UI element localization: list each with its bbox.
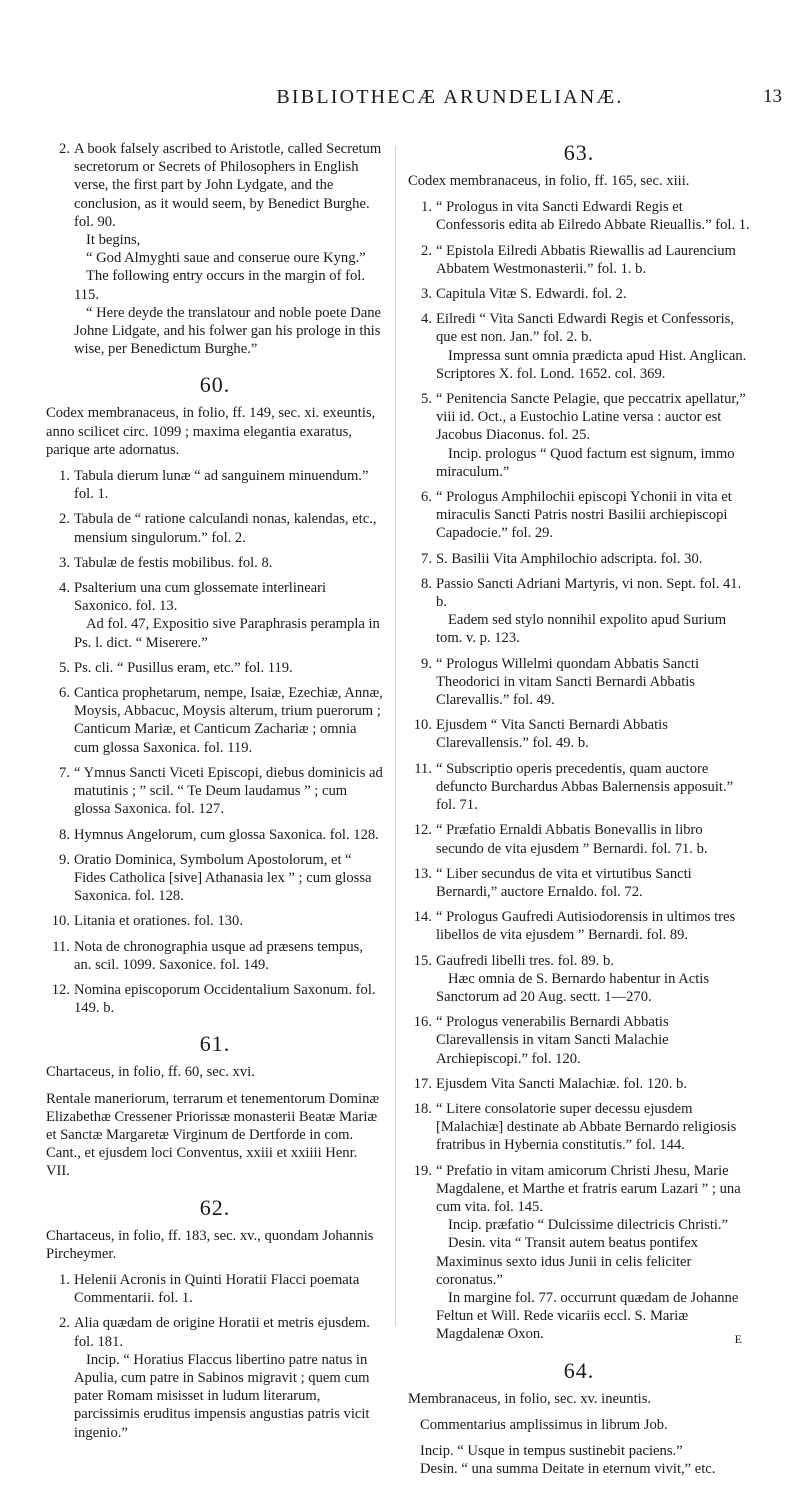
running-header [118,86,782,112]
codex-number: 64. [563,1357,595,1383]
codex-number: 61. [199,1031,231,1057]
running-title: BIBLIOTHECÆ ARUNDELIANÆ. [276,86,624,108]
item-number: 6. [59,685,70,702]
item-number: 11. [52,938,70,955]
list-item [46,554,384,572]
item-text: Nota de chronographia usque ad præsens tempus, an. scil. 1099. Saxonice. fol. 149. [74,938,363,973]
item-number: 1. [421,199,432,216]
item-number: 2. [59,1315,70,1332]
left-column [46,140,384,1449]
item-text: Capitula Vitæ S. Edwardi. fol. 2. [436,286,627,303]
item-number: 16. [413,1014,432,1031]
item-note: In margine fol. 77. occurrunt quædam de Johanne Feltun et Will. Rede vicariis eccl. S. Mariæ Magdalenæ Oxon. [436,1289,739,1343]
item-text: Gaufredi libelli tres. fol. 89. b. [436,952,614,969]
item-text: Litania et orationes. fol. 130. [74,913,243,930]
item-text: “ Prologus venerabilis Bernardi Abbatis Clarevallensis in vitam Sancti Malachie Archiepiscopi.” fol. 120. [436,1014,669,1067]
codex-60-items [46,467,384,1017]
item-note: Incip. “ Horatius Flaccus libertino patre natus in Apulia, cum patre in Sabinos migravit ; quem cum pater Romam misisset in ludum literarum, parcissimis eruditus impensis angustias patris vicit ingenio.” [74,1351,370,1441]
entry-quote: “ Here deyde the translatour and noble poete Dane Johne Lidgate, and his folwer gan his prologe in this wise, per Benedictum Burghe.” [74,304,381,358]
codex-description: Chartaceus, in folio, ff. 60, sec. xvi. [46,1064,255,1081]
item-text: Tabula de “ ratione calculandi nonas, kalendas, etc., mensium singulorum.” fol. 2. [74,511,377,546]
item-number: 2. [59,511,70,528]
item-note: Desin. vita “ Transit autem beatus pontifex Maximinus sexto idus Junii in celis feliciter coronatus.” [436,1235,699,1288]
list-item [408,310,750,383]
list-item [46,912,384,930]
column-divider [395,146,396,1326]
item-note: Ad fol. 47, Expositio sive Paraphrasis perampla in Ps. l. dict. “ Miserere.” [74,616,380,651]
item-number: 9. [59,851,70,868]
list-item [46,1314,384,1441]
signature-mark: E [734,1332,742,1346]
codex-number: 62. [199,1194,231,1220]
item-text: “ Prologus Willelmi quondam Abbatis Sancti Theodorici in vitam Sancti Bernardi Abbatis Clarevallis.” fol. 49. [436,655,700,709]
list-item [408,1013,750,1068]
list-item [408,488,750,543]
item-text: Tabulæ de festis mobilibus. fol. 8. [74,554,273,571]
list-item [46,764,384,819]
item-number: 8. [59,826,70,843]
list-item [408,575,750,648]
list-item [46,826,384,844]
list-item [46,1271,384,1307]
item-number: 5. [59,659,70,676]
item-text: Alia quædam de origine Horatii et metris ejusdem. fol. 181. [74,1315,370,1350]
item-number: 15. [413,952,432,969]
item-text: “ Præfatio Ernaldi Abbatis Bonevallis in libro secundo de vita ejusdem ” Bernardi. fol. 71. b. [436,822,708,857]
item-number: 6. [421,489,432,506]
item-number: 7. [421,550,432,567]
item-number: 10. [413,717,432,734]
item-text: Oratio Dominica, Symbolum Apostolorum, et “ Fides Catholica [sive] Athanasia lex ” ; cum glossa Saxonica. fol. 128. [74,851,372,905]
item-number: 9. [421,655,432,672]
item-text: Eilredi “ Vita Sancti Edwardi Regis et Confessoris, que est non. Jan.” fol. 2. b. [436,311,734,346]
codex-62-items [46,1271,384,1442]
item-number: 13. [413,865,432,882]
item-text: “ Prefatio in vitam amicorum Christi Jhesu, Marie Magdalene, et Marthe et fratris earum Lazari ” ; una cum vita. fol. 145. [436,1162,741,1215]
item-number: 7. [59,764,70,781]
item-number: 12. [51,981,70,998]
item-text: “ Liber secundus de vita et virtutibus Sancti Bernardi,” auctore Ernaldo. fol. 72. [436,865,692,900]
item-number: 17. [413,1075,432,1092]
item-note: Incip. præfatio “ Dulcissime dilectricis Christi.” [448,1217,729,1234]
item-text: “ Subscriptio operis precedentis, quam auctore defuncto Burchardus Abbas Balernensis apposuit.” fol. 71. [436,760,734,814]
item-text: Hymnus Angelorum, cum glossa Saxonica. fol. 128. [74,826,379,843]
item-text: “ Prologus Gaufredi Autisiodorensis in ultimos tres libellos de vita ejusdem ” Bernardi. fol. 89. [436,909,736,944]
list-item [46,981,384,1017]
list-item [408,285,750,303]
item-text: “ Penitencia Sancte Pelagie, que peccatrix apellatur,” viii id. Oct., a Eustochio Latine versa : auctor est Jacobus Diaconus. fol. 25. [436,391,746,444]
codex-description: Rentale maneriorum, terrarum et tenementorum Dominæ Elizabethæ Cressener Priorissæ monasterii Beatæ Mariæ et Sanctæ Margaretæ Virginum de Dertforde in com. Cant., et ejusdem loci Conventus, xxiii et xxiiii Henr. VII. [46,1090,380,1180]
item-number: 5. [421,391,432,408]
item-number: 19. [413,1162,432,1179]
item-note: Eadem sed stylo nonnihil expolito apud Surium tom. v. p. 123. [436,612,727,647]
codex-incipit: Incip. “ Usque in tempus sustinebit paciens.” [420,1442,683,1459]
item-note: Hæc omnia de S. Bernardo habentur in Actis Sanctorum ad 20 Aug. sectt. 1—270. [436,970,710,1005]
list-item [46,510,384,546]
list-item [46,467,384,503]
list-item [408,242,750,278]
item-text: Psalterium una cum glossemate interlineari Saxonico. fol. 13. [74,580,327,615]
item-number: 2. [421,242,432,259]
item-number: 10. [51,913,70,930]
page-number: 13 [763,86,782,107]
list-item [408,821,750,857]
list-item [408,865,750,901]
codex-description: Codex membranaceus, in folio, ff. 149, sec. xi. exeuntis, anno scilicet circ. 1099 ; maxima elegantia exaratus, parique arte adornatus. [46,405,376,458]
list-item [408,908,750,944]
list-item [46,684,384,757]
item-text: Ejusdem “ Vita Sancti Bernardi Abbatis Clarevallensis.” fol. 49. b. [436,717,668,752]
list-item [408,198,750,234]
item-text: Tabula dierum lunæ “ ad sanguinem minuendum.” fol. 1. [74,468,369,503]
list-item [408,760,750,815]
item-note: Impressa sunt omnia prædicta apud Hist. Anglican. Scriptores X. fol. Lond. 1652. col. 369. [436,347,747,382]
item-number: 3. [59,554,70,571]
list-item [46,579,384,652]
item-number: 8. [421,575,432,592]
list-item [408,550,750,568]
list-item [46,938,384,974]
item-text: Ejusdem Vita Sancti Malachiæ. fol. 120. b. [436,1075,687,1092]
item-text: Helenii Acronis in Quinti Horatii Flacci poemata Commentarii. fol. 1. [74,1271,360,1307]
list-item [408,655,750,710]
item-text: “ Litere consolatorie super decessu ejusdem [Malachiæ] destinate ab Abbate Bernardo religiosis fratribus in Hybernia constitutis.” fol. 144. [436,1100,737,1154]
item-note: Incip. prologus “ Quod factum est signum, immo miraculum.” [436,445,735,480]
list-item [408,952,750,1007]
item-text: S. Basilii Vita Amphilochio adscripta. fol. 30. [436,550,703,567]
item-text: Ps. cli. “ Pusillus eram, etc.” fol. 119. [74,659,293,676]
item-text: “ Prologus in vita Sancti Edwardi Regis et Confessoris edita ab Eilredo Abbate Rieuallis.” fol. 1. [436,199,750,234]
item-number: 3. [421,286,432,303]
item-number: 1. [59,468,70,485]
item-text: Nomina episcoporum Occidentalium Saxonum. fol. 149. b. [74,981,376,1017]
item-number: 4. [421,311,432,328]
codex-description: Chartaceus, in folio, ff. 183, sec. xv., quondam Johannis Pircheymer. [46,1227,374,1262]
codex-number: 63. [563,140,595,165]
item-number: 1. [59,1271,70,1288]
list-item [46,659,384,677]
entry-number: 2. [59,141,70,157]
codex-description: Commentarius amplissimus in librum Job. [420,1416,668,1433]
item-number: 11. [414,760,432,777]
list-item [408,1075,750,1093]
item-text: “ Epistola Eilredi Abbatis Riewallis ad Laurencium Abbatem Westmonasterii.” fol. 1. b. [436,242,736,277]
item-number: 18. [413,1100,432,1117]
list-item [408,1162,750,1344]
list-item [408,1100,750,1155]
item-number: 14. [413,909,432,926]
codex-63-items [408,198,750,1343]
item-text: “ Ymnus Sancti Viceti Episcopi, diebus dominicis ad matutinis ; ” scil. “ Te Deum laudamus ” ; cum glossa Saxonica. fol. 127. [74,764,383,818]
codex-desinit: Desin. “ una summa Deitate in eternum vivit,” etc. [420,1461,716,1478]
list-item [46,851,384,906]
codex-description: Membranaceus, in folio, sec. xv. ineuntis. [408,1390,652,1407]
codex-number: 60. [199,372,231,398]
right-column [408,140,750,1486]
list-item [408,390,750,481]
entry-quote: “ God Almyghti saue and conserue oure Kyng.” [86,250,366,267]
entry-text: A book falsely ascribed to Aristotle, called Secretum secretorum or Secrets of Philosophers in English verse, the first part by John Lydgate, and the conclusion, as it would seem, by Benedict Burghe. fol. 90. [74,141,382,230]
codex-description: Codex membranaceus, in folio, ff. 165, sec. xiii. [408,173,690,189]
entry-note: It begins, [86,232,141,249]
item-text: Cantica prophetarum, nempe, Isaiæ, Ezechiæ, Annæ, Moysis, Abbacuc, Moysis alterum, trium puerorum ; Canticum Mariæ, et Canticum Zachariæ ; omnia cum glossa Saxonica. fol. 119. [74,685,383,756]
entry-note: The following entry occurs in the margin of fol. 115. [74,268,365,303]
item-number: 4. [59,580,70,597]
item-text: “ Prologus Amphilochii episcopi Ychonii in vita et miraculis Sancti Patris nostri Basilii archiepiscopi Capadocie.” fol. 29. [436,489,732,542]
list-item [408,716,750,752]
item-text: Passio Sancti Adriani Martyris, vi non. Sept. fol. 41. b. [436,575,742,611]
entry-2-lydgate [46,140,384,358]
item-number: 12. [413,822,432,839]
